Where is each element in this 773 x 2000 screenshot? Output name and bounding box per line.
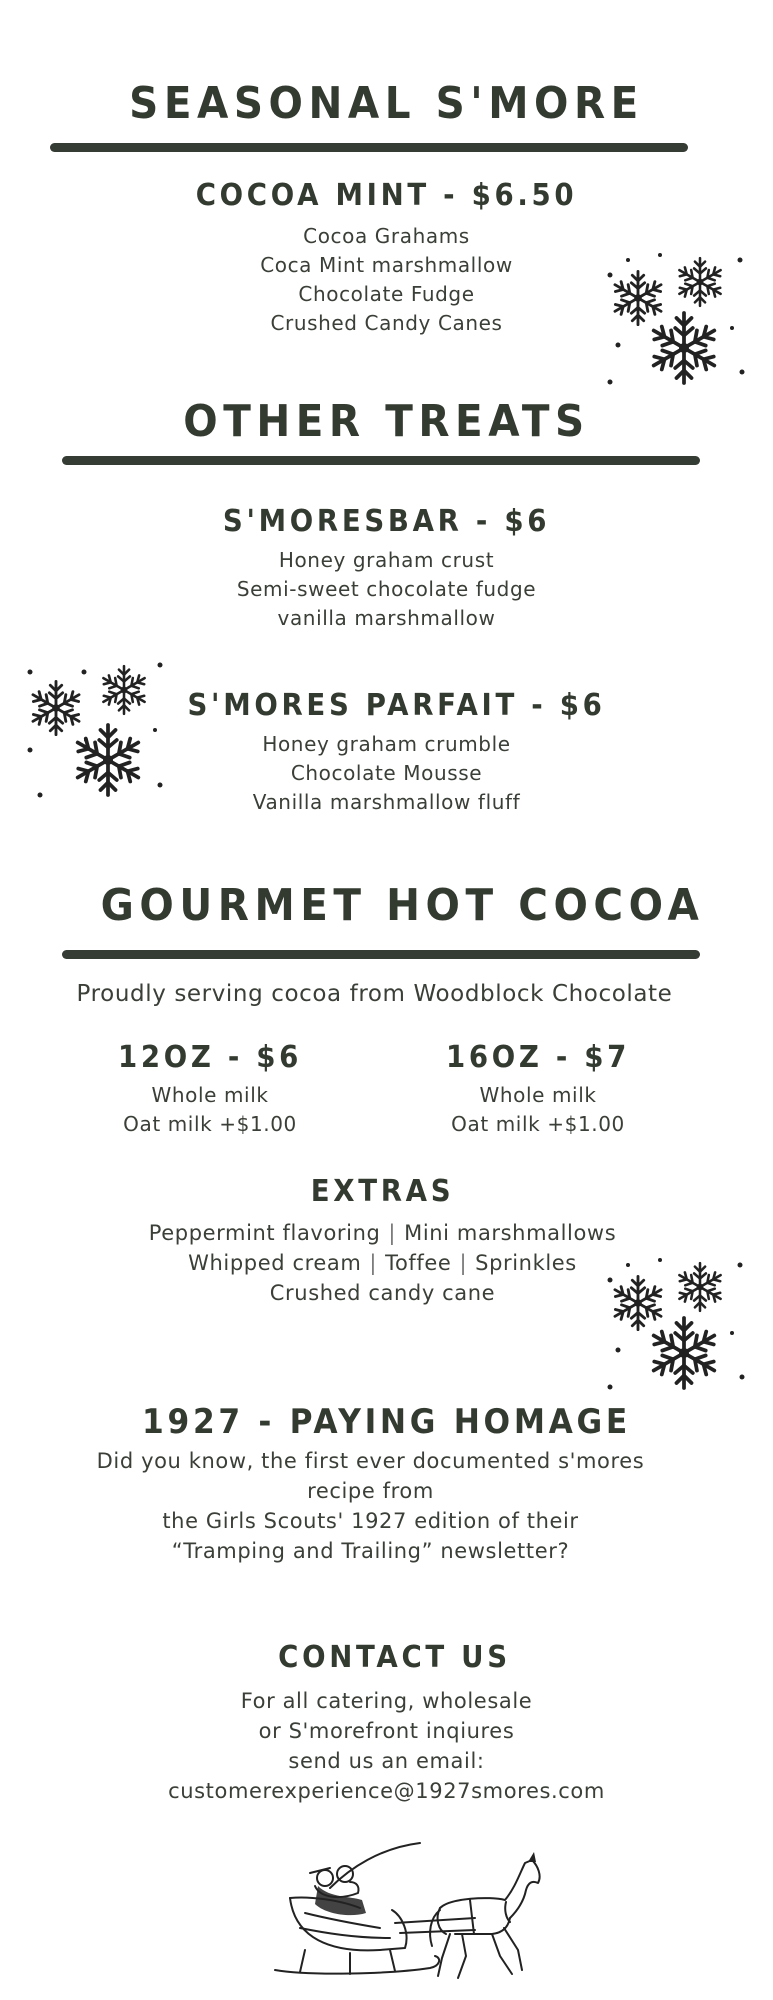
option-line: Whole milk bbox=[479, 1083, 597, 1107]
extra-item: Mini marshmallows bbox=[404, 1221, 617, 1245]
description-line: Cocoa Grahams bbox=[303, 224, 470, 248]
extras-row bbox=[0, 1218, 769, 1248]
snowflake-icon bbox=[20, 660, 170, 805]
horse-sleigh-illustration bbox=[270, 1838, 550, 1988]
description-line: vanilla marshmallow bbox=[277, 606, 496, 630]
separator: | bbox=[459, 1251, 468, 1275]
cocoa-tagline: Proudly serving cocoa from Woodblock Chocolate bbox=[76, 981, 673, 1007]
homage-line: “Tramping and Trailing” newsletter? bbox=[171, 1539, 570, 1563]
description-line: Chocolate Fudge bbox=[298, 282, 475, 306]
seasonal-item-title: COCOA MINT - $6.50 bbox=[195, 178, 578, 213]
extra-item: Whipped cream bbox=[188, 1251, 362, 1275]
contact-title: CONTACT US bbox=[278, 1640, 511, 1675]
extra-item: Toffee bbox=[385, 1251, 452, 1275]
option-line: Oat milk +$1.00 bbox=[451, 1112, 625, 1136]
divider-rule bbox=[62, 456, 700, 465]
contact-email[interactable]: customerexperience@1927smores.com bbox=[168, 1779, 605, 1803]
separator: | bbox=[369, 1251, 378, 1275]
homage-title: 1927 - PAYING HOMAGE bbox=[142, 1402, 631, 1442]
seasonal-heading: SEASONAL S'MORE bbox=[129, 78, 644, 129]
homage-text bbox=[0, 1446, 757, 1566]
extras-row: Crushed candy cane bbox=[269, 1281, 496, 1305]
size-12oz-title: 12OZ - $6 bbox=[117, 1040, 303, 1075]
separator: | bbox=[388, 1221, 397, 1245]
option-line: Whole milk bbox=[151, 1083, 269, 1107]
description-line: Honey graham crust bbox=[278, 548, 495, 572]
smoresbar-description bbox=[0, 546, 773, 633]
contact-line: For all catering, wholesale bbox=[240, 1689, 533, 1713]
size-16oz-title: 16OZ - $7 bbox=[445, 1040, 631, 1075]
size-16oz-lines bbox=[408, 1081, 668, 1139]
divider-rule bbox=[62, 950, 700, 959]
other-treats-heading: OTHER TREATS bbox=[183, 396, 590, 447]
extras-title: EXTRAS bbox=[310, 1174, 455, 1209]
homage-line: the Girls Scouts' 1927 edition of their bbox=[162, 1509, 579, 1533]
option-line: Oat milk +$1.00 bbox=[123, 1112, 297, 1136]
homage-line: Did you know, the first ever documented s'mores bbox=[96, 1449, 645, 1473]
extra-item: Sprinkles bbox=[475, 1251, 577, 1275]
size-12oz-lines bbox=[80, 1081, 340, 1139]
size-12oz bbox=[80, 1040, 340, 1139]
description-line: Honey graham crumble bbox=[262, 732, 511, 756]
contact-text bbox=[0, 1686, 773, 1806]
smoresbar-title: S'MORESBAR - $6 bbox=[222, 504, 551, 539]
snowflake-icon bbox=[600, 1255, 750, 1395]
description-line: Crushed Candy Canes bbox=[270, 311, 503, 335]
divider-rule bbox=[50, 143, 688, 152]
description-line: Coca Mint marshmallow bbox=[260, 253, 513, 277]
homage-line: recipe from bbox=[307, 1479, 434, 1503]
description-line: Chocolate Mousse bbox=[290, 761, 483, 785]
extra-item: Peppermint flavoring bbox=[148, 1221, 381, 1245]
description-line: Vanilla marshmallow fluff bbox=[252, 790, 521, 814]
snowflake-icon bbox=[600, 250, 750, 390]
hot-cocoa-heading: GOURMET HOT COCOA bbox=[100, 880, 705, 931]
description-line: Semi-sweet chocolate fudge bbox=[236, 577, 537, 601]
contact-line: send us an email: bbox=[288, 1749, 485, 1773]
contact-line: or S'morefront inqiures bbox=[258, 1719, 515, 1743]
parfait-title: S'MORES PARFAIT - $6 bbox=[187, 688, 606, 723]
size-16oz bbox=[408, 1040, 668, 1139]
